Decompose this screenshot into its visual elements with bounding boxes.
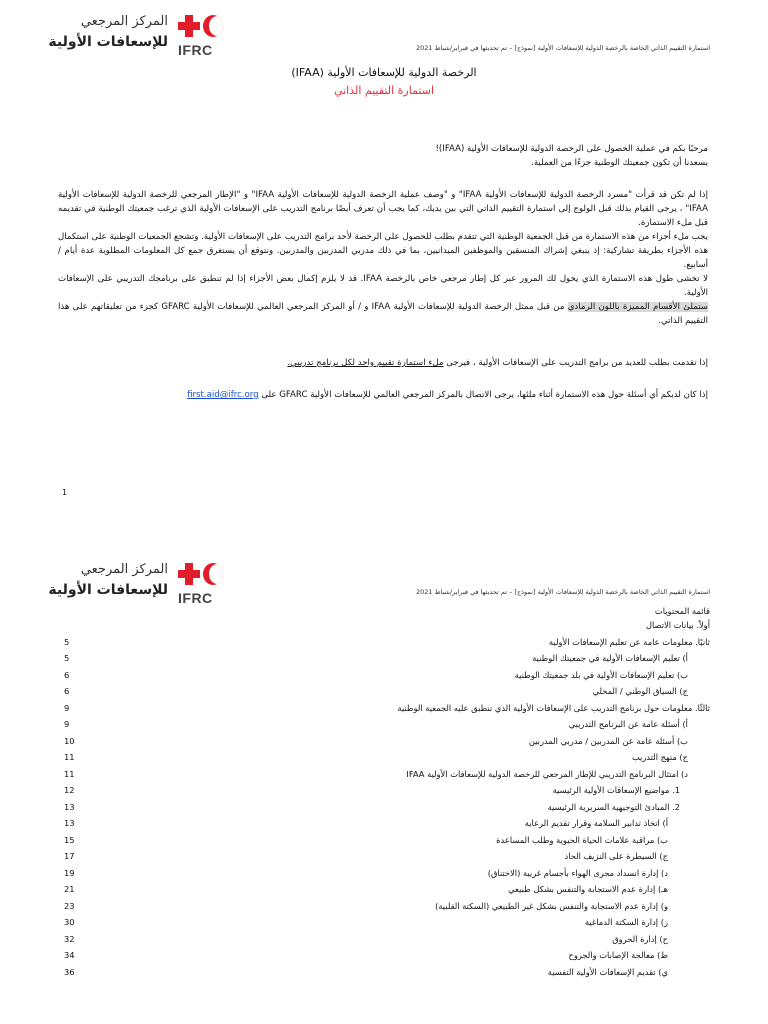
document-subtitle: استمارة التقييم الذاتي [333,84,435,97]
toc-entry[interactable] [60,670,710,686]
toc-entry[interactable] [60,967,710,983]
header-note: استمارة التقييم الذاتي الخاصة بالرخصة الدولية للإسعافات الأولية [نموذج] – تم تحديثها في فبراير/شباط 2021 [415,588,710,596]
toc-entry[interactable] [60,901,710,917]
toc-entry-label: و) إدارة عدم الاستجابة والتنفس بشكل غير الطبيعي (السكتة القلبية) [435,900,668,911]
toc-entry-label: د) امتثال البرنامج التدريبي للإطار المرجعي للرخصة الدولية للإسعافات الأولية IFAA [406,768,688,779]
toc-entry[interactable] [60,719,710,735]
toc-entry-label: أ) أسئلة عامة عن البرنامج التدريبي [568,719,688,729]
toc-entry[interactable] [60,785,710,801]
toc-entry[interactable] [60,950,710,966]
toc-entry[interactable] [60,818,710,834]
contact-email-link[interactable]: first.aid@ifrc.org [187,390,259,400]
toc-entry-page: 15 [64,834,75,845]
toc-entry-page: 23 [64,900,75,911]
toc-entry[interactable] [60,653,710,669]
toc-entry-label: أولاً. بيانات الاتصال [645,620,710,630]
toc-entry[interactable] [60,703,710,719]
page-number: 1 [62,488,68,497]
toc-entry-label: ي) تقديم الإسعافات الأولية النفسية [547,966,668,977]
toc-entry-label: ح) إدارة الحروق [612,933,668,944]
toc-entry-page: 32 [64,933,75,944]
toc-entry-label: ب) أسئلة عامة عن المدربين / مدربي المدربين [528,735,688,746]
toc-entry-label: 2. المبادئ التوجيهية السريرية الرئيسية [547,801,680,812]
toc-entry-page: 36 [64,966,75,977]
logo-arabic-line-2: للإسعافات الأولية [48,34,168,50]
toc-entry-page: 19 [64,867,75,878]
toc-entry-page: 10 [64,735,75,746]
toc-entry-label: ب) مراقبة علامات الحياة الحيوية وطلب المساعدة [496,834,668,845]
ifrc-reference-centre-logo [48,12,213,62]
paragraph-grey-sections [58,300,708,328]
multiple-programs-underlined: ملء استمارة تقييم واحد لكل برنامج تدريبي. [287,358,444,368]
grey-highlight-text: ستملئ الأقسام المميزة باللون الرمادي [567,302,708,312]
welcome-line-2: يسعدنا أن تكون جمعيتك الوطنية جزءًا من العملية. [531,158,708,168]
document-page-2 [0,540,768,1024]
toc-entry-page: 5 [64,636,70,647]
toc-entry-label: 1. مواضيع الإسعافات الأولية الرئيسية [552,785,680,795]
logo-brand-text: IFRC [178,42,213,58]
intro-paragraphs [58,188,708,328]
toc-entry[interactable] [60,884,710,900]
toc-entry-label: ج) منهج التدريب [631,752,688,762]
toc-entry-page: 9 [64,702,70,713]
paragraph-participatory-completion: يجب ملء أجزاء من هذه الاستمارة من قبل الجمعية الوطنية التي تتقدم بطلب للحصول على الرخصة لأحد برامج التدريب على الإسعافات الأولية. وتشجع الجمعيات الوطنية على استكمال هذه الأجزاء بطريقة تشاركية: إذ ينبغي إشراك المنسقين والموظفين الميدانيين، بما في ذلك مدربي المدربين والمدربين. ونتوقع أن يستغرق جمع كل المعلومات المطلوبة عدة أيام / أسابيع. [58,232,708,270]
toc-entry-label: ب) تعليم الإسعافات الأولية في بلد جمعيتك الوطنية [514,669,688,680]
toc-heading-text: قائمة المحتويات [654,606,710,616]
welcome-text [58,142,708,170]
header-note: استمارة التقييم الذاتي الخاصة بالرخصة الدولية للإسعافات الأولية [نموذج] – تم تحديثها في فبراير/شباط 2021 [415,44,710,52]
toc-entry[interactable] [60,868,710,884]
toc-entry-page: 11 [64,768,75,779]
toc-entry-label: أ) اتخاذ تدابير السلامة وقرار تقديم الرعاية [524,818,668,828]
toc-entry-label: د) إدارة انسداد مجرى الهواء بأجسام غريبة (الاختناق) [487,867,668,878]
red-crescent-icon [203,15,223,37]
toc-entry-page: 13 [64,801,75,812]
logo-brand-text: IFRC [178,590,213,606]
toc-entry[interactable] [60,637,710,653]
toc-entry-label: أ) تعليم الإسعافات الأولية في جمعيتك الوطنية [532,653,688,663]
toc-entry-label: ز) إدارة السكتة الدماغية [584,917,668,927]
logo-arabic-line-1: المركز المرجعي [80,562,168,577]
paragraph-reading-requirement: إذا لم تكن قد قرأت "مسرد الرخصة الدولية للإسعافات الأولية IFAA" و "وصف عملية الرخصة الدولية للإسعافات الأولية IFAA" و "الإطار المرجعي للرخصة الدولية للإسعافات الأولية IFAA" ، يرجى القيام بذلك قبل الولوج إلى استمارة التقييم الذاتي التي بين يديك، كما يجب أن تعرف أيضًا برنامج التدريب على الإسعافات الأولية الذي ترغب جمعيتك الوطنية في تقديمه قبل ملء الاستمارة. [58,190,708,228]
toc-entry-page: 6 [64,686,70,696]
toc-entry[interactable] [60,917,710,933]
toc-entry[interactable] [60,934,710,950]
toc-entry-label: ثالثًا. معلومات حول برنامج التدريب على الإسعافات الأولية الذي تنطبق عليه الجمعية الوطنية [397,702,710,713]
toc-entry-label: هـ) إدارة عدم الاستجابة والتنفس بشكل طبيعي [508,884,668,894]
red-crescent-icon [203,563,223,585]
toc-entry[interactable] [60,736,710,752]
welcome-line-1: مرحبًا بكم في عملية الحصول على الرخصة الدولية للإسعافات الأولية (IFAA)! [435,144,708,154]
red-cross-icon [178,15,200,37]
toc-entry-label: ج) السيطرة على النزيف الحاد [564,851,668,861]
toc-entry-page: 13 [64,818,75,828]
contact-text: إذا كان لديكم أي أسئلة حول هذه الاستمارة أثناء ملئها، يرجى الاتصال بالمركز المرجعي العالمي للإسعافات الأولية GFARC على [258,390,708,400]
logo-arabic-line-2: للإسعافات الأولية [48,582,168,598]
toc-entry-page: 6 [64,669,70,680]
toc-entry-page: 34 [64,950,75,960]
toc-entry-label: ثانيًا. معلومات عامة عن تعليم الإسعافات الأولية [549,636,710,647]
toc-entry-page: 17 [64,851,75,861]
toc-entry[interactable] [60,686,710,702]
paragraph-form-length: لا تخشى طول هذه الاستمارة الذي يخول لك المرور عبر كل إطار مرجعي خاص بالرخصة IFAA. قد لا يلزم إكمال بعض الأجزاء إذا لم تنطبق على برنامجك التدريبي على الإسعافات الأولية. [58,274,708,298]
toc-entry[interactable] [60,769,710,785]
toc-entry[interactable] [60,851,710,867]
toc-entry[interactable] [60,620,710,636]
grey-sections-rest: من قبل ممثل الرخصة الدولية للإسعافات الأولية IFAA و / أو المركز المرجعي العالمي للإسعافات الأولية GFARC كجزء من تعليقاتهم على هذا التقييم الذاتي. [58,302,708,326]
ifrc-reference-centre-logo [48,560,213,610]
multiple-programs-text: إذا تقدمت بطلب للعديد من برامج التدريب على الإسعافات الأولية ، فيرجى [443,358,708,368]
red-cross-icon [178,563,200,585]
toc-entry[interactable] [60,802,710,818]
toc-entry-label: ج) السياق الوطني / المحلي [592,686,688,696]
toc-entry-page: 11 [64,752,75,762]
toc-entry-label: ط) معالجة الإصابات والجروح [568,950,668,960]
document-title: الرخصة الدولية للإسعافات الأولية (IFAA) [291,66,477,79]
logo-arabic-line-1: المركز المرجعي [80,14,168,29]
toc-entry-page: 9 [64,719,70,729]
toc-entry-page: 12 [64,785,75,795]
toc-entry-page: 21 [64,884,75,894]
paragraph-multiple-programs [58,356,708,370]
toc-entry[interactable] [60,752,710,768]
toc-entry[interactable] [60,835,710,851]
toc-entry-page: 5 [64,653,70,663]
paragraph-contact [58,388,708,402]
toc-entry-page: 30 [64,917,75,927]
